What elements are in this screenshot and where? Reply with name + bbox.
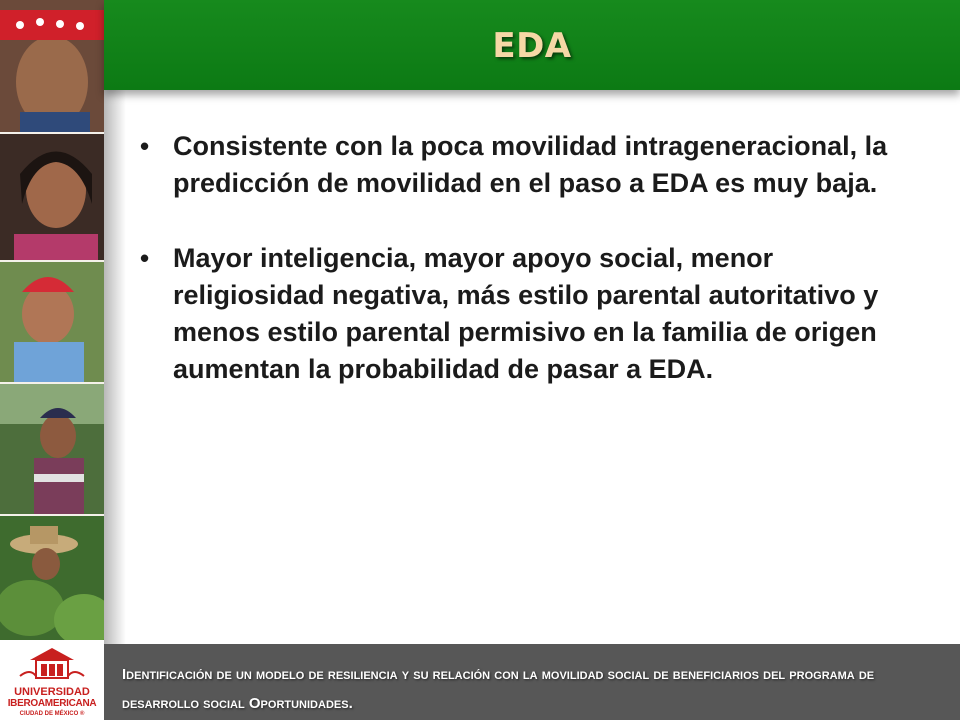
bullet-list [140,128,930,388]
portrait-woman-farmer [0,384,104,516]
strip-shadow [104,0,126,645]
university-crest-icon [0,646,104,686]
portrait-man-red-cap [0,262,104,384]
footer-bar [0,644,960,720]
bullet-text: Mayor inteligencia, mayor apoyo social, menor religiosidad negativa, más estilo parental autoritativo y menos estilo parental permisivo en la familia de origen aumentan la probabilidad de pasar a EDA. [173,243,879,384]
bullet-text: Consistente con la poca movilidad intrageneracional, la predicción de movilidad en el paso a EDA es muy baja. [173,131,888,198]
portrait-elder-headband [0,0,104,134]
bullet-icon: • [140,243,150,273]
portrait-woman [0,134,104,262]
photo-strip [0,0,104,640]
bullet-item [140,128,930,202]
bullet-item [140,240,930,388]
university-logo [0,644,104,720]
bullet-icon: • [140,131,150,161]
logo-line1: UNIVERSIDAD [14,686,90,698]
portrait-man-straw-hat [0,516,104,640]
slide-title: EDA [492,26,572,66]
logo-line2: IBEROAMERICANA [7,698,97,709]
logo-line3: CIUDAD DE MÉXICO ® [19,711,85,717]
title-bar [104,0,960,90]
footer-caption: Identificación de un modelo de resiliencia y su relación con la movilidad social de beneficiarios del programa de desarrollo social Oportunidades. [122,666,875,712]
